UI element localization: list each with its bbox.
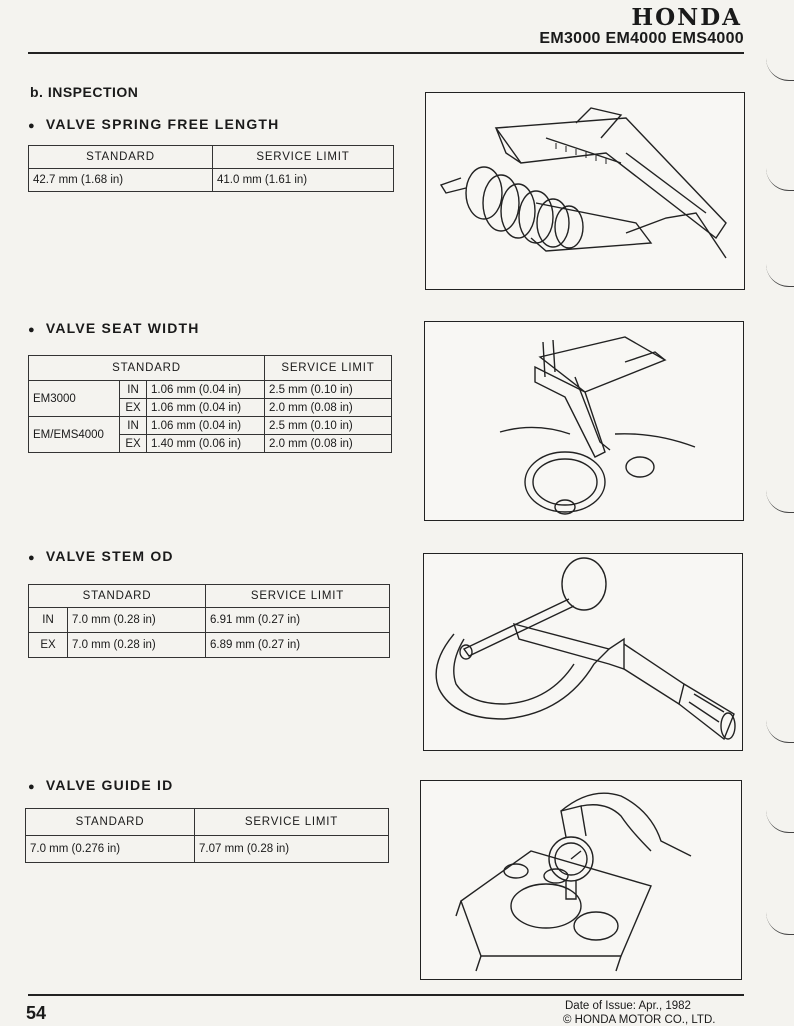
standard-cell: 7.0 mm (0.28 in) <box>68 608 206 633</box>
valve-cell: IN <box>29 608 68 633</box>
caliper-spring-illustration <box>426 93 744 289</box>
limit-cell: 2.5 mm (0.10 in) <box>265 381 392 399</box>
guide-table <box>25 808 389 863</box>
limit-cell: 41.0 mm (1.61 in) <box>213 169 394 192</box>
standard-cell: 1.06 mm (0.04 in) <box>147 399 265 417</box>
header-rule <box>28 52 744 54</box>
standard-cell: 1.40 mm (0.06 in) <box>147 435 265 453</box>
valve-cell: EX <box>120 435 147 453</box>
valve-cell: EX <box>29 633 68 658</box>
standard-cell: 7.0 mm (0.28 in) <box>68 633 206 658</box>
standard-cell: 1.06 mm (0.04 in) <box>147 381 265 399</box>
header-cell: STANDARD <box>29 146 213 169</box>
table-header-row <box>29 585 390 608</box>
valve-cell: EX <box>120 399 147 417</box>
footer-rule <box>28 994 744 996</box>
bullet-icon: ● <box>28 781 36 793</box>
table-row <box>29 417 392 435</box>
copyright: © HONDA MOTOR CO., LTD. <box>563 1014 716 1026</box>
caliper-seat-illustration <box>425 322 743 520</box>
table-row <box>29 608 390 633</box>
page-number: 54 <box>26 1003 47 1023</box>
model-cell: EM/EMS4000 <box>29 417 120 453</box>
stem-title-text: VALVE STEM OD <box>45 548 174 564</box>
seat-title <box>28 320 200 336</box>
table-header-row <box>29 146 394 169</box>
header-cell: STANDARD <box>29 356 265 381</box>
table-row <box>26 836 389 863</box>
seat-table <box>28 355 392 453</box>
standard-cell: 42.7 mm (1.68 in) <box>29 169 213 192</box>
valve-cell: IN <box>120 417 147 435</box>
bullet-icon: ● <box>28 120 36 132</box>
limit-cell: 2.0 mm (0.08 in) <box>265 435 392 453</box>
table-header-row <box>26 809 389 836</box>
bore-gauge-illustration <box>421 781 741 979</box>
header-cell: STANDARD <box>29 585 206 608</box>
bullet-icon: ● <box>28 552 36 564</box>
binder-tab <box>766 810 794 833</box>
binder-tab <box>766 490 794 513</box>
guide-title <box>28 777 173 793</box>
header-cell: SERVICE LIMIT <box>213 146 394 169</box>
micrometer-stem-illustration <box>424 554 742 750</box>
seat-figure <box>424 321 744 521</box>
stem-title <box>28 548 174 564</box>
limit-cell: 6.89 mm (0.27 in) <box>206 633 390 658</box>
binder-tab <box>766 264 794 287</box>
brand-logo: HONDA <box>631 4 742 31</box>
stem-table <box>28 584 390 658</box>
guide-figure <box>420 780 742 980</box>
standard-cell: 1.06 mm (0.04 in) <box>147 417 265 435</box>
seat-title-text: VALVE SEAT WIDTH <box>45 320 200 336</box>
binder-tab <box>766 912 794 935</box>
standard-cell: 7.0 mm (0.276 in) <box>26 836 195 863</box>
header-cell: SERVICE LIMIT <box>265 356 392 381</box>
header-cell: SERVICE LIMIT <box>206 585 390 608</box>
model-list: EM3000 EM4000 EMS4000 <box>539 30 744 47</box>
model-cell: EM3000 <box>29 381 120 417</box>
binder-tab <box>766 168 794 191</box>
header-cell: STANDARD <box>26 809 195 836</box>
issue-date: Date of Issue: Apr., 1982 <box>565 1000 691 1012</box>
table-header-row <box>29 356 392 381</box>
limit-cell: 6.91 mm (0.27 in) <box>206 608 390 633</box>
header-cell: SERVICE LIMIT <box>195 809 389 836</box>
bullet-icon: ● <box>28 324 36 336</box>
binder-tab <box>766 720 794 743</box>
spring-figure <box>425 92 745 290</box>
valve-cell: IN <box>120 381 147 399</box>
limit-cell: 2.5 mm (0.10 in) <box>265 417 392 435</box>
guide-title-text: VALVE GUIDE ID <box>45 777 174 793</box>
limit-cell: 7.07 mm (0.28 in) <box>195 836 389 863</box>
spring-title <box>28 116 280 132</box>
stem-figure <box>423 553 743 751</box>
binder-tab <box>766 58 794 81</box>
table-row <box>29 633 390 658</box>
table-row <box>29 381 392 399</box>
table-row <box>29 169 394 192</box>
spring-table <box>28 145 394 192</box>
spring-title-text: VALVE SPRING FREE LENGTH <box>45 116 280 132</box>
section-subtitle: b. INSPECTION <box>30 84 139 100</box>
limit-cell: 2.0 mm (0.08 in) <box>265 399 392 417</box>
